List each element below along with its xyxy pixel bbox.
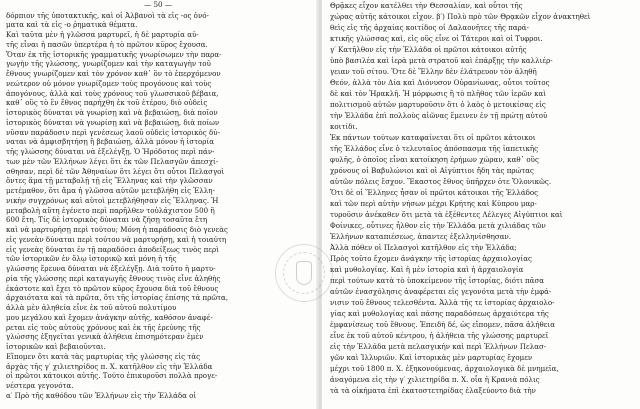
text-line: κοιτίδι.: [330, 122, 358, 131]
text-line: μέχρι τοῦ 1800 π. Χ. ἐξηκονούμενας, ἀρχαιολογικὰ δὲ μνημεῖα,: [330, 364, 559, 373]
text-line: Ἀλλὰ πόθεν οἱ Πελασγοὶ κατῆλθον εἰς τὴν Ἑλλάδα;: [330, 243, 517, 252]
text-line: χρόνους οἱ Βαβυλώνιοι καὶ οἱ Αἰγύπτιοι ἤδη τὰς πρώτας: [330, 166, 534, 175]
text-line: τῆς γλώσσης δύναται νὰ ἐξελέγξῃ. Ὁ Ἡρόδοτος περὶ πάν-: [6, 147, 215, 156]
text-line: Θρᾷκες εἶχον κατέλθει τὴν Θεσσαλίαν, καὶ οὗτοι τῆς: [330, 1, 523, 10]
text-line: ναται νὰ ἀμφισβητήσῃ ἢ βεβαιώσῃ, ἀλλὰ μόνον ἡ ἱστορία: [6, 137, 215, 147]
text-line: Πρὸς τοῦτο ἔχομεν ἀνάγκην τῆς ἱστορίας ἀρχαιολογίας: [330, 254, 532, 263]
text-line: νισιν τοῦ ἔθνους τελεσθέντα. Ἀλλὰ τῆς τε ἱστορίας ἀρχαιολο-: [330, 298, 555, 307]
text-line: καὶ νὰ μαρτυρήσῃ περὶ τούτου; Μόνη ἡ παράδοσις διὸ γενεὰς: [6, 225, 228, 234]
text-line: αὐτῶν πόλεις ἔσχον. Ἕκαστος ἔθνος ὑπῆρχεν ὁτε Ὅλονικῶς.: [330, 177, 552, 186]
text-line: γλώσσης ἐξηγεῖται γενικὰ ἀλήθεια ἐπισημότεραν ἐμὲν: [6, 332, 204, 342]
text-line: περὶ τούτων κατὰ τὸ ὑποκείμενον τῆς ἱστορίας, διότι πᾶσα: [330, 276, 545, 285]
text-line: ἱστορικὸς δύναται νὰ γνωρίσῃ καὶ νὰ βεβαιώσῃ, διὰ ποίων: [6, 117, 220, 127]
right-page: [322, 0, 640, 409]
text-line: τὴν Ἑλλάδα ἐπὶ πολλοὺς αἰῶνας ἔμεινεν ἐν τῇ πρώτῃ αὐτοῦ: [330, 111, 548, 120]
text-line: μεταβολὴ αὕτη ἐγένετο περὶ παρῆλθεν τοὐλάχιστον 500 ἢ: [6, 205, 215, 215]
text-line: Καὶ ταῦτα μὲν ἡ γλῶσσα μαρτυρεῖ, ἡ δὲ μαρτυρία αὐ-: [6, 30, 199, 39]
text-line: αὐτῶν ἐνασχόλησις ἀναφέρεται εἰς γεγονότα μετὰ τὴν ἐμφά-: [330, 287, 552, 296]
text-line: α′ Πρὸ τῆς καθόδου τῶν Ἑλλήνων εἰς τὴν Ἑλλάδα οἱ: [6, 390, 197, 400]
text-line: Ὅταν ἐκ τῆς ἱστορικῆς γραμματικῆς γνωρίσωμεν τὴν παρα-: [6, 49, 222, 59]
text-line: ρία τῆς γλώσσης περὶ καταγωγῆς ἔθνους τινὸς εἶνε ἀληθὴς: [6, 273, 221, 283]
text-line: δόρπιον τῆς ὑποτακτικῆς, καὶ οἱ Ἀλβανοὶ τὰ εἰς -ος ὀνό-: [6, 10, 209, 20]
text-line: Ἐκ πάντων τούτων καταφαίνεται ὅτι οἱ πρῶτοι κάτοικοι: [330, 133, 536, 142]
text-line: εἰς γενεὰν δύναται περὶ τούτου νὰ μαρτυρήσῃ, καὶ ἡ τοιαύτη: [6, 234, 227, 244]
text-line: ἀπογόνους, ἀλλὰ καὶ τοὺς χρόνους τοῦ γλωσσικοῦ βέβαια,: [6, 88, 219, 98]
text-line: ρεται εἰς τοὺς αὐτοὺς χρόνους καὶ ἐκ τῆς ἐρεύνης τῆς: [6, 322, 201, 332]
text-line: γίας καὶ μυθολογίας καὶ πάσης παραδόσεως ἀρχαιότερα τῆς: [330, 309, 549, 318]
text-line: τῆς εἶναι ἡ πασῶν ὑπερτέρα ἡ τὸ πρῶτον κῦρος ἔχουσα.: [6, 39, 208, 49]
text-line: νῦσαν παράδοσιν περὶ γενέσεως λαοῦ οὐδεὶς ἱστορικὸς δύ-: [6, 127, 220, 137]
text-line: νικὴν συγχρόνως καὶ αὐτοὶ μετεβλήθησαν εἰς Ἕλληνας. Ἡ: [6, 195, 219, 205]
text-line: γῶν καὶ Ἰλλυριῶν. Καὶ ἱστορικὰς μὲν μαρτυρίας ἔχομεν: [330, 353, 533, 362]
text-line: γ′ Κατῆλθον εἰς τὴν Ἑλλάδα οἱ πρῶτοι κάτοικοι αὐτῆς: [330, 45, 527, 54]
text-line: μετέμαθον, ὅτι ἅμα ἡ γλῶσσα αὐτῶν μετεβλήθη εἰς Ἑλλη-: [6, 186, 215, 195]
text-line: νεώτερον οὐ μόνον γνωρίζομεν τοὺς προγόνους καὶ τοὺς: [6, 78, 212, 88]
text-line: οἱ πρῶτοι κάτοικοι αὐτῆς. Τούτο ἐπικυροῦσι πολλὰ προγε-: [6, 371, 218, 381]
stamp-emblem-icon: [296, 261, 312, 285]
text-line: καὶ μυθολογίας. Καὶ ἡ μὲν ἱστορία καὶ ἡ ἀρχαιολογία: [330, 265, 524, 274]
text-line: χώρας αὐτῆς κάτοικοι εἶχον. β′) Πολὺ πρὸ τῶν Θρᾳκῶν εἶχον ἀνακτηθεὶ: [330, 12, 591, 21]
text-line: δὲ καὶ τὸν Ἡρακλῆ. Ἡ μόρφωσις ἢ τὸ πλῆθος τῶν ἱερῶν καὶ: [330, 89, 547, 98]
text-line: τυροῦσιν ἀνέκαθεν ὅτι μετὰ τὰ ἐξέθεντες Λέλεγες Αἰγύπτιοι καὶ: [330, 210, 563, 219]
text-line: ἀλλὰ μὲν ἀληθεία εἶνε ἐκ τοῦ αὐτοῦ πολυτίμου: [6, 303, 177, 312]
left-page: [0, 0, 318, 409]
text-line: νέστερα γεγονότα.: [6, 381, 74, 390]
page-number: — 50 —: [144, 0, 173, 9]
text-line: 600 ἔτη. Τίς δὲ ἱστορικὸς δύναται νὰ ζήσῃ τοσαῦτα ἔτη: [6, 215, 208, 225]
text-line: γλώσσης ἔρευνα δύναται νὰ ἐξελέγξῃ. Διὰ τοῦτο ἡ μαρτυ-: [6, 264, 216, 273]
text-line: θεὶς εἰς τῆς ἀρχαίας κοιτίδος οἱ Δαλαονῆτες τῆς παρά-: [330, 23, 529, 32]
text-line: ἱστορικὸς δύναται νὰ γνωρίσῃ καὶ νὰ βεβαιώσῃ, διὰ ποῖον: [6, 108, 218, 117]
text-line: Φοίνικες, οὗτινες ἦλθον εἰς τὴν Ἑλλάδα μετὰ χιλιάδας τῶν: [330, 221, 546, 230]
text-line: ματα καὶ τὰ εἰς -ο ῥηματικὰ θέματα.: [6, 20, 138, 30]
page-header: [26, 0, 314, 10]
text-line: ὄντες ἅμα τῇ μεταβολῇ τῇ εἰς Ἕλληνας καὶ τὴν γλῶσσαν: [6, 176, 213, 186]
text-line: ὑπὸ βασιλέα καὶ ἱερὰ μετὰ στρατοῦ καὶ ἐπάρξῃς τὴν καλλιέρ-: [330, 56, 553, 65]
text-line: τῶν ἱστορικῶν ἐν ὅλῳ ἱστορικῷ καὶ μόνη ἡ τῆς: [6, 254, 177, 264]
text-line: των μὲν τῶν Ἑλλήνων λέγει ὅτι ἐκ τῶν Πελασγῶν ἀπεσχί-: [6, 156, 219, 166]
text-line: πολιτισμοῦ αὐτῶν μαρτυροῦσιν ὅτι ὁ λαὸς ὁ μετοικίσας εἰς: [330, 100, 546, 109]
text-line: καθ᾽ οὓς τὸ ἓν ἔθνος παρήχθη ἐκ τοῦ ἑτέρου, διὸ οὐδεὶς: [6, 98, 208, 108]
text-line: εἶνε ἐκ τοῦ αὐτοῦ κέντρου, ἡ ἀλήθεια τῆς γλώσσης μαρτυρεῖ: [330, 331, 549, 340]
text-line: ἱστορικῶν καὶ βεβαιοῦνται.: [6, 342, 106, 351]
text-line: καὶ τῶν περὶ αὐτὴν νήσων μέχρι Κρήτης καὶ Κύπρου μαρ-: [330, 199, 537, 208]
text-line: ἀρχαιότατα καὶ τὰ πρῶτα, ὅτι τῆς ἱστορίας ἐπίσης τὰ πρῶτα,: [6, 293, 229, 303]
text-line: Ὅτι δὲ οἱ Ἕλληνες ἦσαν οἱ πρῶτοι κάτοικοι τῆς Ἑλλάδος: [330, 188, 539, 197]
text-line: φυλῆς, ὁ ὁποῖος εἶναι κατοίκηση ἐρήμων χώραν, καθ᾽ οὓς: [330, 155, 539, 164]
text-line: τῆς Ἑλλάδος εἶνε ὁ τελευταῖος ἀπόσπασμα τῆς ἰαπετικῆς: [330, 144, 539, 153]
text-line: Θεόν, ἀλλὰ τὸν Δία καὶ Διόνυσον Οὐρανίωνας, οὗτοι τοῦτος: [330, 78, 550, 87]
text-line: ἀρχὰς τῆς γ′ χιλιετηρίδος π. Χ. κατῆλθον εἰς τὴν Ἑλλάδα: [6, 361, 213, 371]
text-line: γειαν τοῦ σίτου. Ὅτε δὲ Ἕλλην δὲν ἐλάτρευον τὸν ἀληθῆ: [330, 67, 537, 76]
text-line: Εἴπομεν ὅτι κατὰ τὰς μαρτυρίας τῆς γλώσσης εἰς τὰς: [6, 351, 201, 361]
library-stamp-icon: [275, 244, 333, 302]
text-line: Ἑλλήνων καταπιέσεως, ἀπαντες ἐξελληνίσθησαν.: [330, 232, 512, 241]
text-line: γωγὴν τῆς γλώσσης, γνωρίζομεν καὶ τὴν καταγωγὴν τοῦ: [6, 59, 211, 69]
text-line: εἰς γενεὰς δύναται ἐν τῇ παραδόσει ἀποδείξεως τινὸς περὶ: [6, 244, 219, 254]
text-line: ἀναγόμενα εἰς τὴν γ′ χιλιετηρίδα π. Χ. οἷα ἡ Κρανιὰ πόλις: [330, 375, 540, 384]
text-line: τὰ τὰ οἰκήματα ἐπὶ ἐκατοστετηρίδας ἐλαξεύοντο διὰ τὴν: [330, 386, 536, 395]
text-line: ἐκάστοτε καὶ ἔχει τὸ πρῶτον κῦρος ἔχουσα διὰ τοῦ ἔθνους: [6, 283, 219, 293]
text-line: ἐμφανίσεως τοῦ ἔθνους. Ἐπειδὴ δέ, ὡς εἴπομεν, πᾶσα ἀλήθεια: [330, 320, 555, 329]
text-line: σθησαν, περὶ δὲ τῶν Ἀθηναίων ὅτι λέγει ὅτι οὗτοι Πελασγοὶ: [6, 166, 225, 176]
text-line: κτικῆς γλώσσας καὶ, εἰς οὓς εἶνε οἱ Τάτεροι καὶ οἱ Τυφροι.: [330, 34, 543, 43]
text-line: ἔθνους γνωρίζομεν καὶ τὸν χρόνον καθ᾽ ὃν τὸ ἐπερχόμενον: [6, 69, 221, 78]
text-line: εἰς τὴν Ἑλλάδα μετὰ πελασγικὴν καὶ περὶ Ἑλλήνων Πελασ-: [330, 342, 547, 351]
text-line: μου μεγάλου καὶ ἔχομεν ἀνάγκην αὐτῆς, καθόσον ἀναφέ-: [6, 312, 213, 322]
